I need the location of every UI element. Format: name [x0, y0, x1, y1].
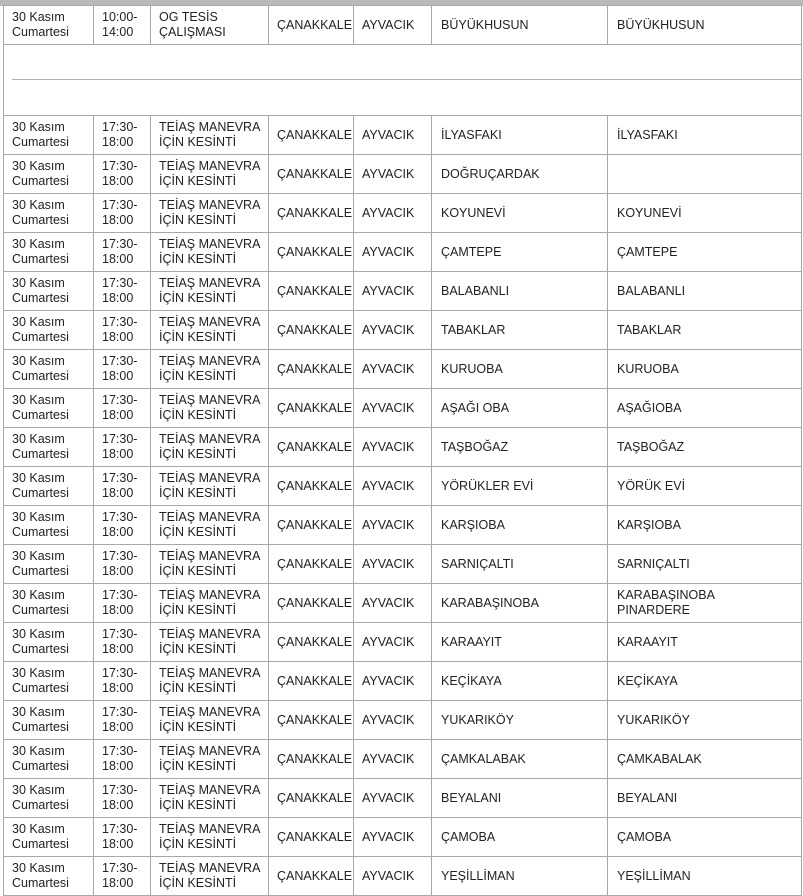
time-cell: 17:30- 18:00 [94, 662, 151, 701]
time-cell: 17:30- 18:00 [94, 818, 151, 857]
reason-cell: TEİAŞ MANEVRA İÇİN KESİNTİ [151, 584, 269, 623]
street-cell: AŞAĞIOBA [608, 389, 802, 428]
neighborhood-cell: TAŞBOĞAZ [432, 428, 608, 467]
table-row [4, 311, 802, 350]
neighborhood-cell: KURUOBA [432, 350, 608, 389]
date-cell: 30 Kasım Cumartesi [4, 506, 94, 545]
reason-cell: TEİAŞ MANEVRA İÇİN KESİNTİ [151, 818, 269, 857]
district-cell: AYVACIK [354, 311, 432, 350]
table-row [4, 389, 802, 428]
province-cell: ÇANAKKALE [269, 818, 354, 857]
separator-line [12, 79, 801, 80]
district-cell: AYVACIK [354, 350, 432, 389]
street-cell: KARŞIOBA [608, 506, 802, 545]
street-cell: YEŞİLLİMAN [608, 857, 802, 896]
date-cell: 30 Kasım Cumartesi [4, 194, 94, 233]
time-cell: 17:30- 18:00 [94, 506, 151, 545]
reason-cell: TEİAŞ MANEVRA İÇİN KESİNTİ [151, 116, 269, 155]
district-cell: AYVACIK [354, 194, 432, 233]
time-cell: 17:30- 18:00 [94, 311, 151, 350]
neighborhood-cell: ÇAMKALABAK [432, 740, 608, 779]
province-cell: ÇANAKKALE [269, 740, 354, 779]
neighborhood-cell: KARŞIOBA [432, 506, 608, 545]
table-row [4, 428, 802, 467]
reason-cell: TEİAŞ MANEVRA İÇİN KESİNTİ [151, 779, 269, 818]
province-cell: ÇANAKKALE [269, 467, 354, 506]
street-cell: BALABANLI [608, 272, 802, 311]
street-cell: TAŞBOĞAZ [608, 428, 802, 467]
time-cell: 17:30- 18:00 [94, 194, 151, 233]
province-cell: ÇANAKKALE [269, 662, 354, 701]
time-cell: 17:30- 18:00 [94, 545, 151, 584]
date-cell: 30 Kasım Cumartesi [4, 740, 94, 779]
province-cell: ÇANAKKALE [269, 701, 354, 740]
neighborhood-cell: BEYALANI [432, 779, 608, 818]
district-cell: AYVACIK [354, 506, 432, 545]
province-cell: ÇANAKKALE [269, 584, 354, 623]
date-cell: 30 Kasım Cumartesi [4, 428, 94, 467]
neighborhood-cell: DOĞRUÇARDAK [432, 155, 608, 194]
district-cell: AYVACIK [354, 428, 432, 467]
neighborhood-cell: YEŞİLLİMAN [432, 857, 608, 896]
neighborhood-cell: BÜYÜKHUSUN [432, 6, 608, 45]
district-cell: AYVACIK [354, 857, 432, 896]
outage-schedule-table [3, 5, 802, 896]
neighborhood-cell: BALABANLI [432, 272, 608, 311]
time-cell: 17:30- 18:00 [94, 389, 151, 428]
time-cell: 17:30- 18:00 [94, 155, 151, 194]
street-cell: YÖRÜK EVİ [608, 467, 802, 506]
street-cell: YUKARIKÖY [608, 701, 802, 740]
reason-cell: TEİAŞ MANEVRA İÇİN KESİNTİ [151, 662, 269, 701]
time-cell: 17:30- 18:00 [94, 116, 151, 155]
reason-cell: TEİAŞ MANEVRA İÇİN KESİNTİ [151, 194, 269, 233]
street-cell: ÇAMOBA [608, 818, 802, 857]
time-cell: 17:30- 18:00 [94, 428, 151, 467]
neighborhood-cell: TABAKLAR [432, 311, 608, 350]
table-row [4, 116, 802, 155]
reason-cell: TEİAŞ MANEVRA İÇİN KESİNTİ [151, 467, 269, 506]
province-cell: ÇANAKKALE [269, 116, 354, 155]
reason-cell: TEİAŞ MANEVRA İÇİN KESİNTİ [151, 272, 269, 311]
street-cell: KOYUNEVİ [608, 194, 802, 233]
reason-cell: TEİAŞ MANEVRA İÇİN KESİNTİ [151, 311, 269, 350]
province-cell: ÇANAKKALE [269, 506, 354, 545]
district-cell: AYVACIK [354, 623, 432, 662]
district-cell: AYVACIK [354, 740, 432, 779]
street-cell: SARNIÇALTI [608, 545, 802, 584]
district-cell: AYVACIK [354, 467, 432, 506]
table-row [4, 584, 802, 623]
date-cell: 30 Kasım Cumartesi [4, 6, 94, 45]
neighborhood-cell: KARABAŞINOBA [432, 584, 608, 623]
district-cell: AYVACIK [354, 272, 432, 311]
date-cell: 30 Kasım Cumartesi [4, 545, 94, 584]
street-cell: TABAKLAR [608, 311, 802, 350]
table-row [4, 545, 802, 584]
table-row [4, 467, 802, 506]
date-cell: 30 Kasım Cumartesi [4, 467, 94, 506]
time-cell: 17:30- 18:00 [94, 233, 151, 272]
district-cell: AYVACIK [354, 701, 432, 740]
table-row [4, 155, 802, 194]
time-cell: 17:30- 18:00 [94, 857, 151, 896]
reason-cell: TEİAŞ MANEVRA İÇİN KESİNTİ [151, 857, 269, 896]
date-cell: 30 Kasım Cumartesi [4, 623, 94, 662]
neighborhood-cell: KEÇİKAYA [432, 662, 608, 701]
reason-cell: TEİAŞ MANEVRA İÇİN KESİNTİ [151, 740, 269, 779]
separator-cell [4, 45, 802, 116]
table-row [4, 701, 802, 740]
province-cell: ÇANAKKALE [269, 779, 354, 818]
reason-cell: TEİAŞ MANEVRA İÇİN KESİNTİ [151, 233, 269, 272]
province-cell: ÇANAKKALE [269, 350, 354, 389]
date-cell: 30 Kasım Cumartesi [4, 779, 94, 818]
street-cell: ÇAMTEPE [608, 233, 802, 272]
table-row [4, 662, 802, 701]
street-cell: KARABAŞINOBA PINARDERE [608, 584, 802, 623]
time-cell: 17:30- 18:00 [94, 272, 151, 311]
province-cell: ÇANAKKALE [269, 428, 354, 467]
street-cell: KARAAYIT [608, 623, 802, 662]
neighborhood-cell: İLYASFAKI [432, 116, 608, 155]
district-cell: AYVACIK [354, 584, 432, 623]
province-cell: ÇANAKKALE [269, 155, 354, 194]
time-cell: 17:30- 18:00 [94, 623, 151, 662]
date-cell: 30 Kasım Cumartesi [4, 818, 94, 857]
province-cell: ÇANAKKALE [269, 272, 354, 311]
reason-cell: TEİAŞ MANEVRA İÇİN KESİNTİ [151, 350, 269, 389]
street-cell: ÇAMKABALAK [608, 740, 802, 779]
neighborhood-cell: KOYUNEVİ [432, 194, 608, 233]
reason-cell: OG TESİS ÇALIŞMASI [151, 6, 269, 45]
street-cell: BÜYÜKHUSUN [608, 6, 802, 45]
table-row [4, 506, 802, 545]
street-cell: BEYALANI [608, 779, 802, 818]
province-cell: ÇANAKKALE [269, 545, 354, 584]
time-cell: 17:30- 18:00 [94, 701, 151, 740]
reason-cell: TEİAŞ MANEVRA İÇİN KESİNTİ [151, 155, 269, 194]
province-cell: ÇANAKKALE [269, 311, 354, 350]
table-row [4, 194, 802, 233]
province-cell: ÇANAKKALE [269, 6, 354, 45]
street-cell: KEÇİKAYA [608, 662, 802, 701]
neighborhood-cell: YUKARIKÖY [432, 701, 608, 740]
district-cell: AYVACIK [354, 155, 432, 194]
table-row [4, 740, 802, 779]
table-row [4, 272, 802, 311]
district-cell: AYVACIK [354, 233, 432, 272]
district-cell: AYVACIK [354, 545, 432, 584]
street-cell: KURUOBA [608, 350, 802, 389]
street-cell: İLYASFAKI [608, 116, 802, 155]
section-separator-row [4, 45, 802, 116]
date-cell: 30 Kasım Cumartesi [4, 311, 94, 350]
date-cell: 30 Kasım Cumartesi [4, 857, 94, 896]
province-cell: ÇANAKKALE [269, 623, 354, 662]
time-cell: 17:30- 18:00 [94, 350, 151, 389]
neighborhood-cell: YÖRÜKLER EVİ [432, 467, 608, 506]
table-row [4, 6, 802, 45]
date-cell: 30 Kasım Cumartesi [4, 233, 94, 272]
time-cell: 17:30- 18:00 [94, 740, 151, 779]
street-cell [608, 155, 802, 194]
province-cell: ÇANAKKALE [269, 194, 354, 233]
table-row [4, 623, 802, 662]
district-cell: AYVACIK [354, 662, 432, 701]
date-cell: 30 Kasım Cumartesi [4, 662, 94, 701]
table-row [4, 350, 802, 389]
date-cell: 30 Kasım Cumartesi [4, 272, 94, 311]
province-cell: ÇANAKKALE [269, 389, 354, 428]
reason-cell: TEİAŞ MANEVRA İÇİN KESİNTİ [151, 545, 269, 584]
time-cell: 10:00- 14:00 [94, 6, 151, 45]
date-cell: 30 Kasım Cumartesi [4, 584, 94, 623]
reason-cell: TEİAŞ MANEVRA İÇİN KESİNTİ [151, 389, 269, 428]
neighborhood-cell: ÇAMOBA [432, 818, 608, 857]
date-cell: 30 Kasım Cumartesi [4, 116, 94, 155]
neighborhood-cell: KARAAYIT [432, 623, 608, 662]
table-row [4, 818, 802, 857]
reason-cell: TEİAŞ MANEVRA İÇİN KESİNTİ [151, 428, 269, 467]
date-cell: 30 Kasım Cumartesi [4, 155, 94, 194]
district-cell: AYVACIK [354, 779, 432, 818]
district-cell: AYVACIK [354, 818, 432, 857]
neighborhood-cell: ÇAMTEPE [432, 233, 608, 272]
time-cell: 17:30- 18:00 [94, 467, 151, 506]
table-row [4, 857, 802, 896]
date-cell: 30 Kasım Cumartesi [4, 350, 94, 389]
time-cell: 17:30- 18:00 [94, 584, 151, 623]
table-row [4, 233, 802, 272]
neighborhood-cell: SARNIÇALTI [432, 545, 608, 584]
date-cell: 30 Kasım Cumartesi [4, 389, 94, 428]
time-cell: 17:30- 18:00 [94, 779, 151, 818]
province-cell: ÇANAKKALE [269, 857, 354, 896]
neighborhood-cell: AŞAĞI OBA [432, 389, 608, 428]
district-cell: AYVACIK [354, 116, 432, 155]
district-cell: AYVACIK [354, 6, 432, 45]
district-cell: AYVACIK [354, 389, 432, 428]
reason-cell: TEİAŞ MANEVRA İÇİN KESİNTİ [151, 623, 269, 662]
date-cell: 30 Kasım Cumartesi [4, 701, 94, 740]
reason-cell: TEİAŞ MANEVRA İÇİN KESİNTİ [151, 701, 269, 740]
reason-cell: TEİAŞ MANEVRA İÇİN KESİNTİ [151, 506, 269, 545]
table-row [4, 779, 802, 818]
province-cell: ÇANAKKALE [269, 233, 354, 272]
